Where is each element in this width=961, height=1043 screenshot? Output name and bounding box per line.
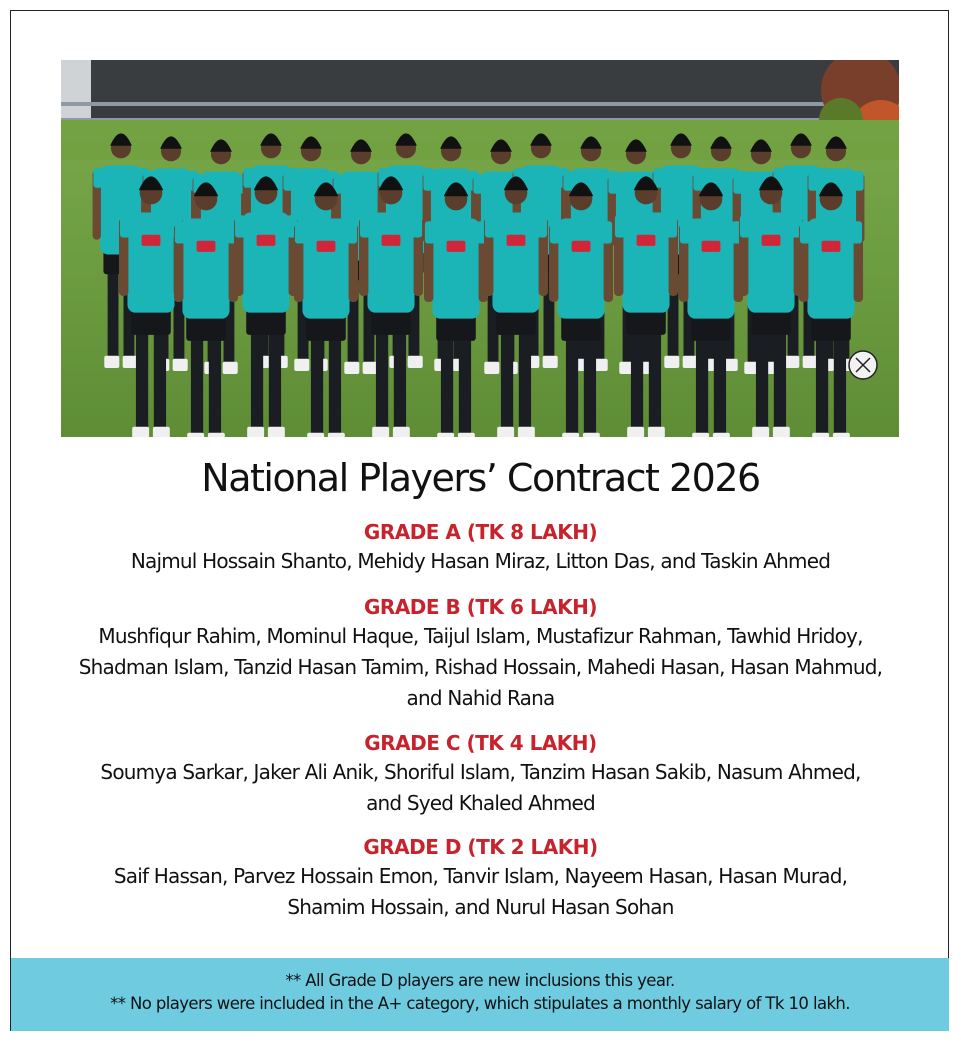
grade-c-section [40,729,921,819]
team-huddle-photo [61,60,899,437]
grade-d-names-line: Saif Hassan, Parvez Hossain Emon, Tanvir Islam, Nayeem Hasan, Hasan Murad, [113,864,848,888]
grade-c-heading: GRADE C (TK 4 LAKH) [364,731,597,755]
grade-b-section [40,593,921,714]
grade-b-names-line: Shadman Islam, Tanzid Hasan Tamim, Rishad Hossain, Mahedi Hasan, Hasan Mahmud, [78,655,883,679]
grade-d-heading: GRADE D (TK 2 LAKH) [363,835,598,859]
grade-a-heading: GRADE A (TK 8 LAKH) [363,520,598,544]
grade-c-names-line: and Syed Khaled Ahmed [366,791,595,815]
grade-a-names-line: Najmul Hossain Shanto, Mehidy Hasan Miraz, Litton Das, and Taskin Ahmed [130,549,831,573]
page-title: National Players’ Contract 2026 [201,456,760,500]
grade-b-heading: GRADE B (TK 6 LAKH) [364,595,597,619]
footer-note: ** All Grade D players are new inclusions this year. [285,971,675,990]
grade-b-names-line: Mushfiqur Rahim, Mominul Haque, Taijul Islam, Mustafizur Rahman, Tawhid Hridoy, [98,624,863,648]
grade-d-names-line: Shamim Hossain, and Nurul Hasan Sohan [287,895,674,919]
footer-notes-banner [11,958,949,1031]
grade-c-names-line: Soumya Sarkar, Jaker Ali Anik, Shoriful Islam, Tanzim Hasan Sakib, Nasum Ahmed, [100,760,861,784]
grade-d-section [40,833,921,923]
team-huddle-illustration [61,60,899,437]
grade-b-names-line: and Nahid Rana [406,686,555,710]
footer-note: ** No players were included in the A+ category, which stipulates a monthly salary of Tk 10 lakh. [110,994,850,1013]
grade-a-section [40,518,921,577]
